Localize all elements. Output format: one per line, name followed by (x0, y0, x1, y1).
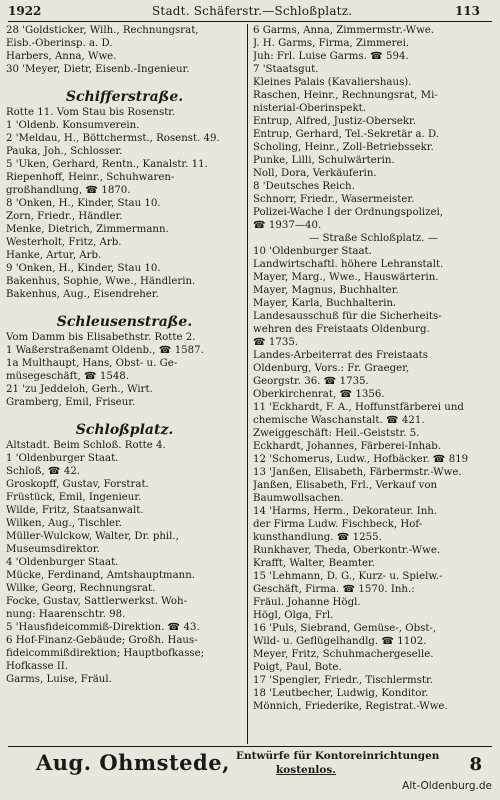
directory-entry: nisterial-Oberinspekt. (253, 103, 366, 114)
directory-entry: Landwirtschaftl. höhere Lehranstalt. (253, 259, 444, 270)
directory-entry: 14 'Harms, Herm., Dekorateur. Inh. (253, 506, 438, 517)
directory-entry: kunsthandlung. ☎ 1255. (253, 532, 382, 543)
right-column (253, 24, 494, 744)
directory-entry: Vom Damm bis Elisabethstr. Rotte 2. (6, 332, 196, 343)
street-heading: Schifferstraße. (65, 89, 184, 105)
directory-entry: Scholing, Heinr., Zoll-Betriebssekr. (253, 142, 434, 153)
directory-entry: Focke, Gustav, Sattlerwerkst. Woh- (6, 596, 188, 607)
directory-entry: nung: Haarenschtr. 98. (6, 609, 126, 620)
column-divider (247, 24, 248, 744)
footer-rule (8, 746, 492, 747)
directory-entry: Hofkasse II. (6, 661, 69, 672)
directory-entry: 11 'Eckhardt, F. A., Hoffunstfärberei und (253, 402, 464, 413)
directory-entry: 5 'Uken, Gerhard, Rentn., Kanalstr. 11. (6, 159, 208, 170)
directory-entry: 12 'Schomerus, Ludw., Hofbäcker. ☎ 819 (253, 454, 469, 465)
directory-entry: der Firma Ludw. Fischbeck, Hof- (253, 519, 423, 530)
directory-entry: Mayer, Marg., Wwe., Hauswärterin. (253, 272, 439, 283)
directory-entry: 7 'Staatsgut. (253, 64, 319, 75)
directory-entry: Landes-Arbeiterrat des Freistaats (253, 350, 428, 361)
directory-entry: chemische Waschanstalt. ☎ 421. (253, 415, 425, 426)
directory-entry: ☎ 1937—40. (253, 220, 322, 231)
directory-entry: Baumwollsachen. (253, 493, 344, 504)
directory-entry: 4 'Oldenburger Staat. (6, 557, 119, 568)
spacer (6, 76, 243, 86)
directory-entry: Landesausschuß für die Sicherheits- (253, 311, 442, 322)
spacer (6, 301, 243, 311)
directory-entry: 6 Hof-Finanz-Gebäude; Großh. Haus- (6, 635, 198, 646)
street-heading: Schloßplatz. (75, 422, 174, 438)
header-year: 1922 (8, 4, 42, 18)
ad-brand: Aug. Ohmstede, (36, 750, 230, 775)
directory-entry: Wilke, Georg, Rechnungsrat. (6, 583, 156, 594)
directory-entry: Riepenhoff, Heinr., Schuhwaren- (6, 172, 175, 183)
directory-entry: 15 'Lehmann, D. G., Kurz- u. Spielw.- (253, 571, 443, 582)
directory-entry: 1 Waßerstraßenamt Oldenb., ☎ 1587. (6, 345, 204, 356)
directory-entry: Wild- u. Geflügelhandlg. ☎ 1102. (253, 636, 427, 647)
directory-entry: Fräul. Johanne Högl. (253, 597, 361, 608)
directory-entry: müsegeschäft, ☎ 1548. (6, 371, 130, 382)
directory-entry: Mayer, Karla, Buchhalterin. (253, 298, 397, 309)
directory-entry: Eckhardt, Johannes, Färberei-Inhab. (253, 441, 442, 452)
directory-entry: Wilde, Fritz, Staatsanwalt. (6, 505, 144, 516)
directory-entry: Punke, Lilli, Schulwärterin. (253, 155, 395, 166)
directory-entry: ☎ 1735. (253, 337, 299, 348)
footer-number: 8 (469, 754, 482, 775)
directory-entry: Harbers, Anna, Wwe. (6, 51, 117, 62)
street-separator: — Straße Schloßplatz. — (309, 233, 438, 244)
directory-entry: 1 'Oldenburger Staat. (6, 453, 119, 464)
directory-entry: 13 'Janßen, Elisabeth, Färbermstr.-Wwe. (253, 467, 462, 478)
header-title: Stadt. Schäferstr.—Schloßplatz. (152, 4, 353, 18)
directory-entry: 10 'Oldenburger Staat. (253, 246, 372, 257)
page-header (0, 4, 500, 22)
directory-entry: 9 'Onken, H., Kinder, Stau 10. (6, 263, 161, 274)
directory-entry: Bakenhus, Sophie, Wwe., Händlerin. (6, 276, 196, 287)
directory-entry: 6 Garms, Anna, Zimmermstr.-Wwe. (253, 25, 435, 36)
directory-entry: Meyer, Fritz, Schuhmachergeselle. (253, 649, 434, 660)
directory-entry: Rotte 11. Vom Stau bis Rosenstr. (6, 107, 176, 118)
directory-entry: Gramberg, Emil, Friseur. (6, 397, 136, 408)
directory-entry: Früstück, Emil, Ingenieur. (6, 492, 142, 503)
ad-description-line2: kostenlos. (276, 764, 336, 776)
directory-entry: 8 'Onken, H., Kinder, Stau 10. (6, 198, 161, 209)
directory-entry: 28 'Goldsticker, Wilh., Rechnungsrat, (6, 25, 199, 36)
directory-entry: Garms, Luise, Fräul. (6, 674, 112, 685)
directory-entry: fideicommißdirektion; Hauptbofkasse; (6, 648, 205, 659)
directory-entry: 17 'Spengler, Friedr., Tischlermstr. (253, 675, 434, 686)
directory-entry: 8 'Deutsches Reich. (253, 181, 355, 192)
directory-entry: 21 'zu Jeddeloh, Gerh., Wirt. (6, 384, 153, 395)
header-rule (8, 21, 492, 22)
directory-entry: Schnorr, Friedr., Wasermeister. (253, 194, 415, 205)
header-page-number: 113 (454, 4, 480, 18)
directory-entry: Raschen, Heinr., Rechnungsrat, Mi- (253, 90, 438, 101)
directory-entry: Schloß, ☎ 42. (6, 466, 81, 477)
directory-entry: 1a Multhaupt, Hans, Obst- u. Ge- (6, 358, 178, 369)
directory-entry: Mönnich, Friederike, Registrat.-Wwe. (253, 701, 448, 712)
directory-entry: wehren des Freistaats Oldenburg. (253, 324, 430, 335)
directory-entry: Pauka, Joh., Schlosser. (6, 146, 123, 157)
watermark-link[interactable]: Alt-Oldenburg.de (402, 780, 492, 792)
directory-entry: 2 'Meldau, H., Böttchermst., Rosenst. 49. (6, 133, 220, 144)
directory-entry: 5 'Hausfideicommiß-Direktion. ☎ 43. (6, 622, 200, 633)
directory-entry: Runkhaver, Theda, Oberkontr.-Wwe. (253, 545, 441, 556)
footer-advertisement (8, 748, 492, 794)
directory-entry: Polizei-Wache I der Ordnungspolizei, (253, 207, 443, 218)
directory-entry: Menke, Dietrich, Zimmermann. (6, 224, 169, 235)
directory-entry: Altstadt. Beim Schloß. Rotte 4. (6, 440, 166, 451)
directory-entry: Müller-Wulckow, Walter, Dr. phil., (6, 531, 179, 542)
directory-entry: Museumsdirektor. (6, 544, 100, 555)
directory-entry: Poigt, Paul, Bote. (253, 662, 342, 673)
directory-entry: Oldenburg, Vors.: Fr. Graeger, (253, 363, 410, 374)
directory-entry: Groskopff, Gustav, Forstrat. (6, 479, 149, 490)
directory-entry: Juh: Frl. Luise Garms. ☎ 594. (253, 51, 409, 62)
left-column (6, 24, 243, 744)
directory-entry: Högl, Olga, Frl. (253, 610, 334, 621)
directory-entry: Krafft, Walter, Beamter. (253, 558, 375, 569)
directory-entry: Kleines Palais (Kavaliershaus). (253, 77, 412, 88)
directory-entry: Entrup, Alfred, Justiz-Obersekr. (253, 116, 417, 127)
directory-entry: Mücke, Ferdinand, Amtshauptmann. (6, 570, 196, 581)
directory-entry: Georgstr. 36. ☎ 1735. (253, 376, 369, 387)
directory-entry: Eisb.-Oberinsp. a. D. (6, 38, 113, 49)
directory-entry: Janßen, Elisabeth, Frl., Verkauf von (253, 480, 438, 491)
directory-entry: Zweiggeschäft: Heil.-Geiststr. 5. (253, 428, 420, 439)
directory-entry: 1 'Oldenb. Konsumverein. (6, 120, 140, 131)
directory-entry: Westerholt, Fritz, Arb. (6, 237, 122, 248)
directory-entry: Geschäft, Firma. ☎ 1570. Inh.: (253, 584, 415, 595)
directory-entry: großhandlung, ☎ 1870. (6, 185, 131, 196)
directory-entry: 18 'Leutbecher, Ludwig, Konditor. (253, 688, 429, 699)
directory-entry: 16 'Puls, Siebrand, Gemüse-, Obst-, (253, 623, 437, 634)
directory-entry: Entrup, Gerhard, Tel.-Sekretär a. D. (253, 129, 439, 140)
directory-entry: Wilken, Aug., Tischler. (6, 518, 123, 529)
directory-entry: Mayer, Magnus, Buchhalter. (253, 285, 399, 296)
directory-entry: J. H. Garms, Firma, Zimmerei. (253, 38, 410, 49)
directory-entry: Oberkirchenrat, ☎ 1356. (253, 389, 385, 400)
directory-entry: Hanke, Artur, Arb. (6, 250, 102, 261)
directory-entry: 30 'Meyer, Dietr, Eisenb.-Ingenieur. (6, 64, 190, 75)
street-heading: Schleusenstraße. (56, 314, 193, 330)
spacer (6, 409, 243, 419)
directory-entry: Bakenhus, Aug., Eisendreher. (6, 289, 159, 300)
directory-entry: Zorn, Friedr., Händler. (6, 211, 123, 222)
directory-entry: Noll, Dora, Verkäuferin. (253, 168, 377, 179)
ad-description-line1: Entwürfe für Kontoreinrichtungen (236, 750, 440, 762)
